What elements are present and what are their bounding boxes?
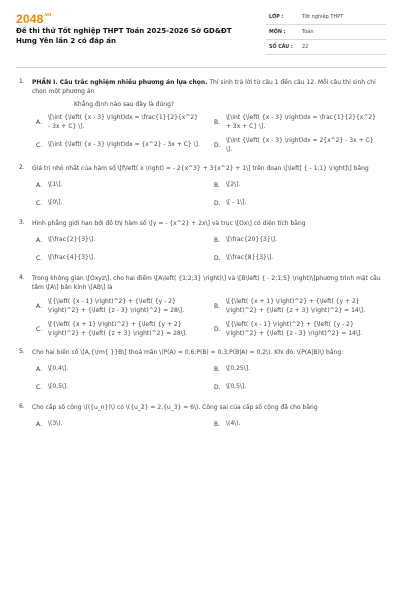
- exam-meta: [266, 10, 386, 55]
- option-letter: A.: [36, 365, 42, 373]
- question-text: [32, 274, 386, 292]
- option-text: \[{\left( {x - 1} \right)^2} + {\left( {y - 2} \right)^2} + {\left( {z - 3} \right)^2} = 14\].: [226, 321, 363, 337]
- option-text: \[\int {\left( {x - 3} \right)dx = {x^2} - 3x + C} \].: [48, 141, 200, 149]
- option-text: \[0\].: [48, 198, 63, 206]
- answer-options: [34, 114, 386, 154]
- answer-option[interactable]: [212, 197, 380, 209]
- question-body: Thí sinh trả lời từ câu 1 đến câu 12. Mỗi câu thí sinh chỉ chọn một phương án: [32, 79, 376, 95]
- option-text: \(4\).: [226, 419, 241, 427]
- question-stem: [16, 219, 386, 228]
- option-letter: B.: [214, 236, 221, 244]
- answer-option[interactable]: [34, 321, 202, 338]
- option-text: \[{\left( {x - 1} \right)^2} + {\left( {y - 2} \right)^2} + {\left( {z - 3} \right)^2} = 28\].: [48, 298, 185, 314]
- question-5: [16, 348, 386, 393]
- question-body: Giá trị nhỏ nhất của hàm số \[f\left( x \right) = - 2{x^3} + 3{x^2} + 1\] trên đoạn \[\left[ { - 1;1} \right]\] bằng: [32, 165, 369, 172]
- answer-options: [34, 418, 386, 430]
- question-stem: [16, 164, 386, 173]
- option-text: \[\frac{4}{3}\].: [48, 253, 96, 261]
- question-4: [16, 274, 386, 338]
- option-letter: A.: [36, 236, 42, 244]
- option-letter: B.: [214, 181, 221, 189]
- meta-row-subject: [266, 25, 386, 40]
- option-letter: B.: [214, 303, 221, 310]
- question-prompt: Khẳng định nào sau đây là đúng?: [74, 101, 175, 108]
- question-text: [32, 348, 386, 357]
- meta-key: SỐ CÂU :: [269, 44, 293, 50]
- question-text: [32, 403, 386, 412]
- option-text: \[0,5\].: [48, 382, 69, 390]
- question-body: Hình phẳng giới hạn bởi đồ thị hàm số \[y = - {x^2} + 2x\] và trục \[Ox\] có diện tích bằng: [32, 220, 306, 227]
- question-2: [16, 164, 386, 209]
- option-letter: A.: [36, 303, 42, 310]
- option-letter: D.: [214, 199, 221, 207]
- meta-key: LỚP :: [269, 14, 284, 20]
- option-letter: B.: [214, 365, 221, 373]
- option-text: \(3\).: [48, 419, 63, 427]
- answer-option[interactable]: [34, 298, 202, 315]
- option-text: \[\int {\left( {x - 3} \right)dx = \frac{1}{2}{x^2} + 3x + C} \].: [226, 114, 376, 130]
- option-text: \[0,25\].: [226, 364, 250, 372]
- answer-option[interactable]: [212, 363, 380, 375]
- option-letter: D.: [214, 326, 221, 333]
- section-heading: PHẦN I. Câu trắc nghiệm nhiều phương án lựa chọn.: [32, 79, 208, 86]
- option-letter: C.: [36, 383, 43, 391]
- question-text: [32, 219, 386, 228]
- question-stem: [16, 348, 386, 357]
- answer-option[interactable]: [212, 321, 380, 338]
- question-number: 6.: [19, 403, 25, 410]
- answer-option[interactable]: [212, 418, 380, 430]
- answer-option[interactable]: [212, 137, 380, 154]
- option-letter: C.: [36, 199, 43, 207]
- meta-value: 22: [302, 44, 309, 50]
- option-text: \[2\].: [226, 180, 241, 188]
- option-text: \[{\left( {x + 1} \right)^2} + {\left( {y + 2} \right)^2} + {\left( {z + 3} \right)^2} = 14\].: [226, 298, 365, 314]
- question-6: [16, 403, 386, 430]
- option-letter: A.: [36, 119, 42, 126]
- option-letter: C.: [36, 254, 43, 262]
- answer-option[interactable]: [34, 137, 202, 154]
- question-stem: [16, 78, 386, 96]
- answer-option[interactable]: [212, 179, 380, 191]
- option-letter: D.: [214, 254, 221, 262]
- answer-option[interactable]: [34, 197, 202, 209]
- question-number: 1.: [19, 78, 25, 85]
- answer-option[interactable]: [212, 381, 380, 393]
- option-letter: A.: [36, 420, 42, 428]
- option-letter: C.: [36, 142, 43, 149]
- question-3: [16, 219, 386, 264]
- meta-value: Toán: [302, 29, 314, 35]
- option-letter: B.: [214, 420, 221, 428]
- answer-option[interactable]: [212, 234, 380, 246]
- question-body: Trong không gian \[Oxyz\], cho hai điểm \[A\left( {1;2;3} \right)\] và \[B\left( { - 2;1;5} \right)\]phương trình mặt cầu tâm \[A\] bán kính \[AB\] là: [32, 275, 381, 291]
- question-list: [16, 78, 386, 440]
- question-body: Cho cấp số cộng \(({u_n})\) có \({u_2} = 2,{u_3} = 6\). Công sai của cấp số cộng đã cho bằng: [32, 404, 318, 411]
- answer-options: [34, 298, 386, 338]
- option-text: \[0,5\].: [226, 382, 247, 390]
- question-number: 5.: [19, 348, 25, 355]
- meta-value: Tốt nghiệp THPT: [302, 14, 344, 20]
- answer-option[interactable]: [212, 252, 380, 264]
- option-text: \[\frac{2}{3}\].: [48, 235, 96, 243]
- question-number: 2.: [19, 164, 25, 171]
- question-stem: [16, 274, 386, 292]
- option-letter: B.: [214, 119, 221, 126]
- answer-option[interactable]: [34, 114, 202, 131]
- option-text: \[{\left( {x + 1} \right)^2} + {\left( {y + 2} \right)^2} + {\left( {z + 3} \right)^2} = 28\].: [48, 321, 187, 337]
- answer-option[interactable]: [34, 363, 202, 375]
- answer-option[interactable]: [34, 381, 202, 393]
- meta-row-count: [266, 40, 386, 55]
- page-header: [16, 10, 386, 60]
- meta-key: MÔN :: [269, 29, 286, 35]
- answer-option[interactable]: [212, 114, 380, 131]
- question-stem: [16, 403, 386, 412]
- option-letter: C.: [36, 326, 43, 333]
- answer-option[interactable]: [34, 234, 202, 246]
- option-text: \[1\].: [48, 180, 63, 188]
- brand-logo[interactable]: [16, 12, 51, 26]
- answer-options: [34, 363, 386, 393]
- option-text: \[\frac{20}{3}\].: [226, 235, 277, 243]
- brand-name: 2048: [16, 12, 44, 26]
- answer-option[interactable]: [34, 418, 202, 430]
- question-text: [32, 78, 386, 96]
- option-text: \[ - 1\].: [226, 198, 247, 206]
- meta-row-class: [266, 10, 386, 25]
- header-divider: [16, 67, 386, 68]
- option-letter: D.: [214, 383, 221, 391]
- answer-option[interactable]: [34, 252, 202, 264]
- answer-options: [34, 234, 386, 264]
- question-text: [32, 164, 386, 173]
- question-number: 4.: [19, 274, 25, 281]
- question-number: 3.: [19, 219, 25, 226]
- option-text: \[\int {\left( {x - 3} \right)dx = 2{x^2} - 3x + C} \].: [226, 137, 374, 153]
- answer-option[interactable]: [212, 298, 380, 315]
- question-body: Cho hai biến cố \[A,{\rm{ }}B\] thoả mãn \(P(A) = 0,6;P(B) = 0,3;P(B|A) = 0,2\). Khi đó, \(P(A|B)\) bằng:: [32, 349, 344, 356]
- option-letter: D.: [214, 142, 221, 149]
- answer-option[interactable]: [34, 179, 202, 191]
- exam-title: Đề thi thử Tốt nghiệp THPT Toán 2025-2026 Sở GD&ĐT Hưng Yên lần 2 có đáp án: [16, 27, 232, 45]
- brand-suffix: .vn: [43, 12, 52, 18]
- option-letter: A.: [36, 181, 42, 189]
- option-text: \[0,4\].: [48, 364, 69, 372]
- option-text: \[\int {\left( {x - 3} \right)dx = \frac{1}{2}{x^2} - 3x + C} \].: [48, 114, 198, 130]
- option-text: \[\frac{8}{3}\].: [226, 253, 274, 261]
- question-1: [16, 78, 386, 154]
- answer-options: [34, 179, 386, 209]
